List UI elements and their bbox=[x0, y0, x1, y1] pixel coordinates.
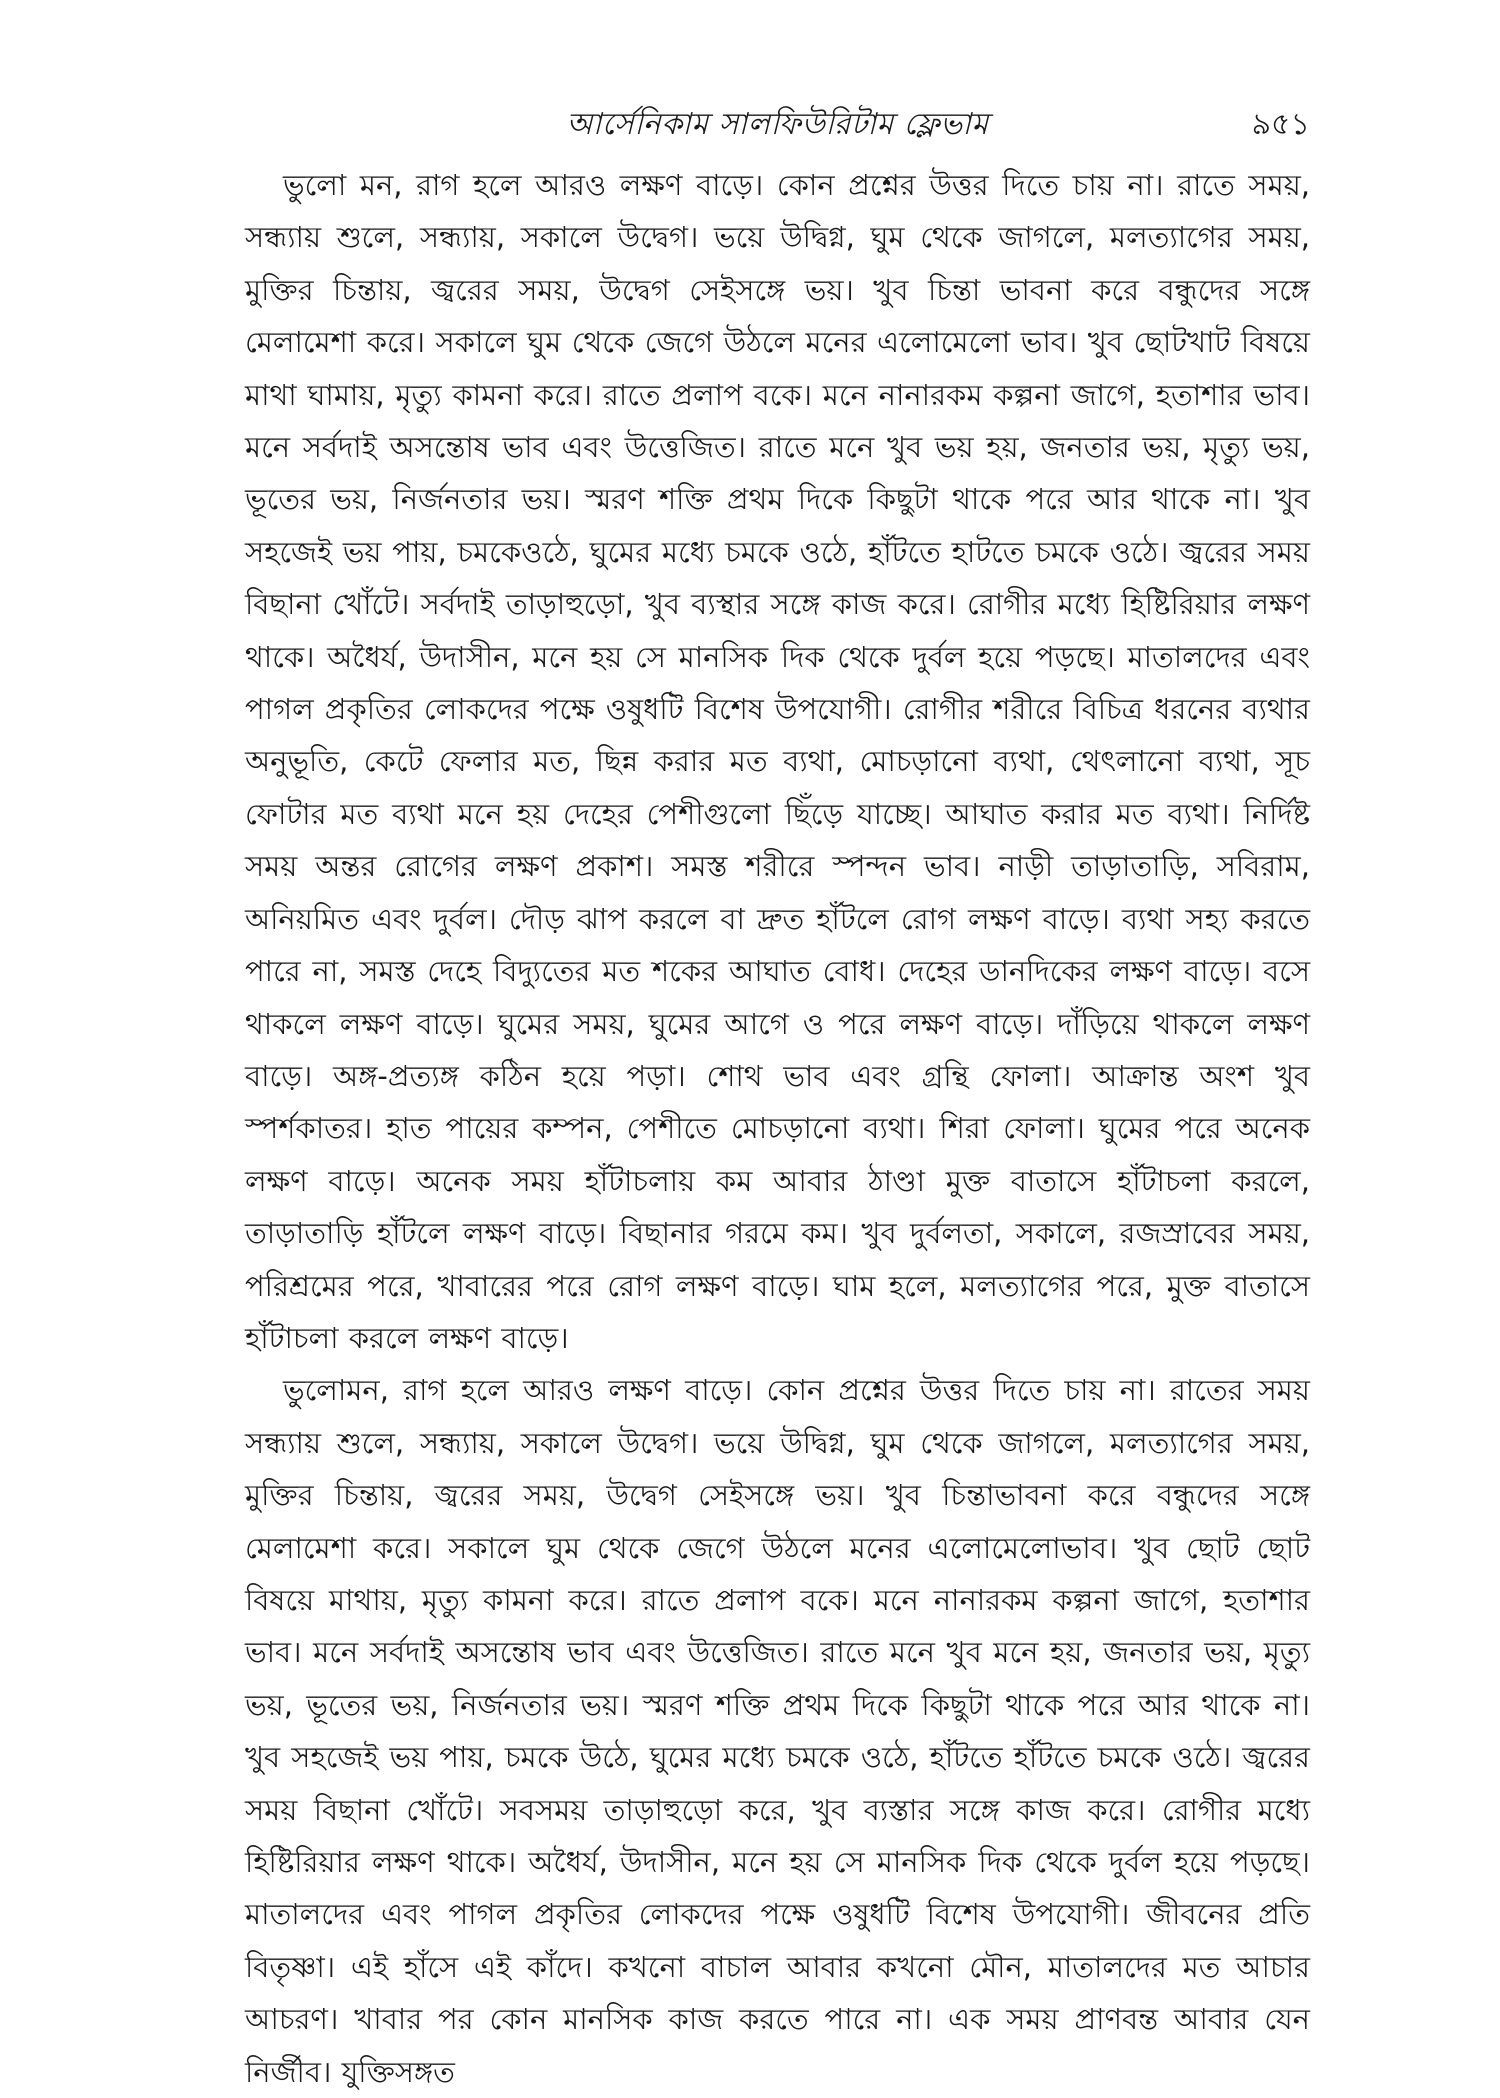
body-paragraph-2: ভুলোমন, রাগ হলে আরও লক্ষণ বাড়ে। কোন প্রশ্নের উত্তর দিতে চায় না। রাতের সময় সন্ধ্যায় শুলে, সন্ধ্যায়, সকালে উদ্বেগ। ভয়ে উদ্বিগ্ন, ঘুম থেকে জাগলে, মলত্যাগের সময়, মুক্তির চিন্তায়, জ্বরের সময়, উদ্বেগ সেইসঙ্গে ভয়। খুব চিন্তাভাবনা করে বন্ধুদের সঙ্গে মেলামেশা করে। সকালে ঘুম থেকে জেগে উঠলে মনের এলোমেলোভাব। খুব ছোট ছোট বিষয়ে মাথায়, মৃত্যু কামনা করে। রাতে প্রলাপ বকে। মনে নানারকম কল্পনা জাগে, হতাশার ভাব। মনে সর্বদাই অসন্তোষ ভাব এবং উত্তেজিত। রাতে মনে খুব মনে হয়, জনতার ভয়, মৃত্যু ভয়, ভূতের ভয়, নির্জনতার ভয়। স্মরণ শক্তি প্রথম দিকে কিছুটা থাকে পরে আর থাকে না। খুব সহজেই ভয় পায়, চমকে উঠে, ঘুমের মধ্যে চমকে ওঠে, হাঁটতে হাঁটতে চমকে ওঠে। জ্বরের সময় বিছানা খোঁটে। সবসময় তাড়াহুড়ো করে, খুব ব্যস্তার সঙ্গে কাজ করে। রোগীর মধ্যে হিষ্টিরিয়ার লক্ষণ থাকে। অধৈর্য, উদাসীন, মনে হয় সে মানসিক দিক থেকে দুর্বল হয়ে পড়ছে। মাতালদের এবং পাগল প্রকৃতির লোকদের পক্ষে ওষুধটি বিশেষ উপযোগী। জীবনের প্রতি বিতৃষ্ণা। এই হাঁসে এই কাঁদে। কখনো বাচাল আবার কখনো মৌন, মাতালদের মত আচার আচরণ। খাবার পর কোন মানসিক কাজ করতে পারে না। এক সময় প্রাণবন্ত আবার যেন নির্জীব। যুক্তিসঙ্গত bbox=[245, 1373, 1310, 2089]
page-number: ৯৫১ bbox=[1251, 107, 1310, 142]
running-title: আর্সেনিকাম সালফিউরিটাম ফ্লেভাম bbox=[566, 107, 989, 142]
running-header bbox=[245, 95, 1310, 155]
body-paragraph-1: ভুলো মন, রাগ হলে আরও লক্ষণ বাড়ে। কোন প্রশ্নের উত্তর দিতে চায় না। রাতে সময়, সন্ধ্যায় শুলে, সন্ধ্যায়, সকালে উদ্বেগ। ভয়ে উদ্বিগ্ন, ঘুম থেকে জাগলে, মলত্যাগের সময়, মুক্তির চিন্তায়, জ্বরের সময়, উদ্বেগ সেইসঙ্গে ভয়। খুব চিন্তা ভাবনা করে বন্ধুদের সঙ্গে মেলামেশা করে। সকালে ঘুম থেকে জেগে উঠলে মনের এলোমেলো ভাব। খুব ছোটখাট বিষয়ে মাথা ঘামায়, মৃত্যু কামনা করে। রাতে প্রলাপ বকে। মনে নানারকম কল্পনা জাগে, হতাশার ভাব। মনে সর্বদাই অসন্তোষ ভাব এবং উত্তেজিত। রাতে মনে খুব ভয় হয়, জনতার ভয়, মৃত্যু ভয়, ভূতের ভয়, নির্জনতার ভয়। স্মরণ শক্তি প্রথম দিকে কিছুটা থাকে পরে আর থাকে না। খুব সহজেই ভয় পায়, চমকেওঠে, ঘুমের মধ্যে চমকে ওঠে, হাঁটতে হাটতে চমকে ওঠে। জ্বরের সময় বিছানা খোঁটে। সর্বদাই তাড়াহুড়ো, খুব ব্যস্থার সঙ্গে কাজ করে। রোগীর মধ্যে হিষ্টিরিয়ার লক্ষণ থাকে। অধৈর্য, উদাসীন, মনে হয় সে মানসিক দিক থেকে দুর্বল হয়ে পড়ছে। মাতালদের এবং পাগল প্রকৃতির লোকদের পক্ষে ওষুধটি বিশেষ উপযোগী। রোগীর শরীরে বিচিত্র ধরনের ব্যথার অনুভূতি, কেটে ফেলার মত, ছিন্ন করার মত ব্যথা, মোচড়ানো ব্যথা, থেৎলানো ব্যথা, সূচ ফোটার মত ব্যথা মনে হয় দেহের পেশীগুলো ছিঁড়ে যাচ্ছে। আঘাত করার মত ব্যথা। নির্দিষ্ট সময় অন্তর রোগের লক্ষণ প্রকাশ। সমস্ত শরীরে স্পন্দন ভাব। নাড়ী তাড়াতাড়ি, সবিরাম, অনিয়মিত এবং দুর্বল। দৌড় ঝাপ করলে বা দ্রুত হাঁটলে রোগ লক্ষণ বাড়ে। ব্যথা সহ্য করতে পারে না, সমস্ত দেহে বিদ্যুতের মত শকের আঘাত বোধ। দেহের ডানদিকের লক্ষণ বাড়ে। বসে থাকলে লক্ষণ বাড়ে। ঘুমের সময়, ঘুমের আগে ও পরে লক্ষণ বাড়ে। দাঁড়িয়ে থাকলে লক্ষণ বাড়ে। অঙ্গ-প্রত্যঙ্গ কঠিন হয়ে পড়া। শোথ ভাব এবং গ্রন্থি ফোলা। আক্রান্ত অংশ খুব স্পর্শকাতর। হাত পায়ের কম্পন, পেশীতে মোচড়ানো ব্যথা। শিরা ফোলা। ঘুমের পরে অনেক লক্ষণ বাড়ে। অনেক সময় হাঁটাচলায় কম আবার ঠাণ্ডা মুক্ত বাতাসে হাঁটাচলা করলে, তাড়াতাড়ি হাঁটলে লক্ষণ বাড়ে। বিছানার গরমে কম। খুব দুর্বলতা, সকালে, রজস্রাবের সময়, পরিশ্রমের পরে, খাবারের পরে রোগ লক্ষণ বাড়ে। ঘাম হলে, মলত্যাগের পরে, মুক্ত বাতাসে হাঁটাচলা করলে লক্ষণ বাড়ে। bbox=[245, 168, 1310, 1355]
